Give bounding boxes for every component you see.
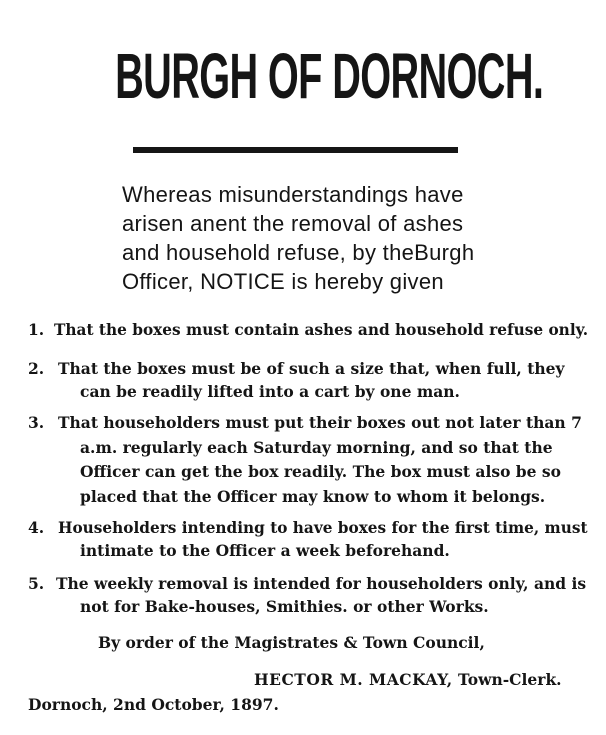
intro-line: and household refuse, by theBurgh — [122, 240, 475, 265]
item-number: 5. — [28, 574, 45, 593]
notice-item-5 — [28, 574, 588, 620]
notice-item-1 — [28, 320, 588, 342]
item-number: 4. — [28, 518, 45, 537]
item-line: Officer can get the box readily. The box must also be so — [80, 462, 561, 481]
signature-title: Town-Clerk. — [458, 670, 562, 689]
by-order-line: By order of the Magistrates & Town Council, — [98, 633, 485, 652]
item-line: not for Bake-houses, Smithies. or other Works. — [80, 597, 489, 616]
intro-line: arisen anent the removal of ashes — [122, 211, 464, 236]
item-number: 3. — [28, 413, 45, 432]
item-line: That householders must put their boxes out not later than 7 — [58, 413, 582, 432]
dateline: Dornoch, 2nd October, 1897. — [28, 695, 279, 714]
item-line: That the boxes must be of such a size that, when full, they — [58, 359, 565, 378]
intro-line: Whereas misunderstandings have — [122, 182, 464, 207]
notice-item-3 — [28, 413, 588, 509]
intro-paragraph — [122, 180, 572, 296]
item-line: intimate to the Officer a week beforehand. — [80, 541, 450, 560]
item-line: placed that the Officer may know to whom it belongs. — [80, 487, 546, 506]
notice-item-4 — [28, 518, 588, 564]
item-line: Householders intending to have boxes for the first time, must — [58, 518, 588, 537]
title-divider — [133, 147, 458, 153]
item-line: The weekly removal is intended for householders only, and is — [56, 574, 587, 593]
notice-item-2 — [28, 359, 588, 405]
intro-line: Officer, NOTICE is hereby given — [122, 269, 444, 294]
notice-title: BURGH OF DORNOCH. — [115, 40, 544, 112]
item-line: That the boxes must contain ashes and household refuse only. — [54, 320, 589, 339]
signature-name: HECTOR M. MACKAY, — [254, 670, 453, 689]
item-line: a.m. regularly each Saturday morning, and so that the — [80, 438, 553, 457]
signature — [254, 670, 562, 689]
item-number: 1. — [28, 320, 45, 339]
item-line: can be readily lifted into a cart by one man. — [80, 382, 460, 401]
item-number: 2. — [28, 359, 45, 378]
